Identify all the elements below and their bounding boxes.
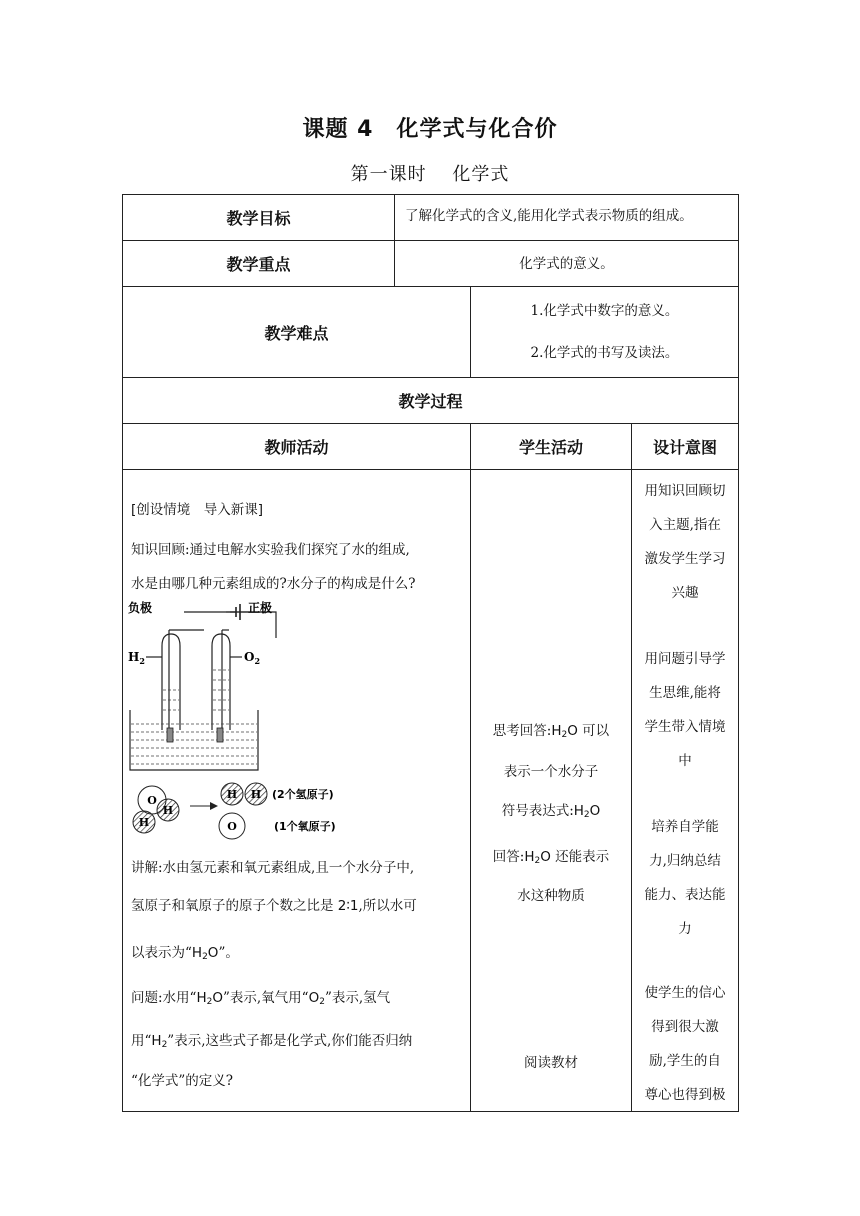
col-design-label: 设计意图 xyxy=(652,438,717,457)
student-activity-cell xyxy=(470,469,632,1112)
student-answer-5: 水这种物质 xyxy=(517,888,585,904)
difficulty-item-2: 2.化学式的书写及读法。 xyxy=(530,345,679,362)
svg-text:H: H xyxy=(162,804,174,817)
difficulty-text-cell xyxy=(470,286,739,378)
goal-label-cell xyxy=(122,194,395,241)
difficulty-label-cell xyxy=(122,286,471,378)
oxygen-atom-label: (1个氧原子) xyxy=(274,820,336,833)
goal-text-cell xyxy=(394,194,739,241)
design-intent-1: 用知识回顾切 入主题,指在 激发学生学习 兴趣 xyxy=(644,483,726,601)
student-answer-3: 符号表达式$:H_2O$ xyxy=(501,803,601,820)
svg-text:O2: $O_2$ xyxy=(244,650,261,666)
positive-electrode-label: 正极 xyxy=(248,601,273,615)
svg-text:H: H xyxy=(138,816,150,829)
page-title: 课题 4 化学式与化合价 xyxy=(302,117,558,142)
electrolysis-diagram xyxy=(126,600,356,780)
design-intent-3: 培养自学能 力,归纳总结 能力、表达能 力 xyxy=(644,819,726,937)
review-line-2: 水是由哪几种元素组成的?水分子的构成是什么? xyxy=(131,576,416,592)
water-molecule-diagram xyxy=(126,778,356,840)
goal-text: 了解化学式的含义,能用化学式表示物质的组成。 xyxy=(405,208,693,224)
hydrogen-atoms-label: (2个氢原子) xyxy=(272,788,334,801)
student-read-textbook: 阅读教材 xyxy=(524,1055,578,1071)
h2-label: H xyxy=(128,650,140,664)
col-student-label: 学生活动 xyxy=(518,438,583,457)
svg-text:H: H xyxy=(250,788,262,801)
svg-text:H2: $H_2$ xyxy=(128,650,145,666)
question-line-1: 问题:水用“$H_2O$”表示,氧气用“$O_2$”表示,氢气 xyxy=(131,990,391,1007)
col-student-header xyxy=(470,423,632,470)
col-teacher-label: 教师活动 xyxy=(264,438,329,457)
review-line-1: 知识回顾:通过电解水实验我们探究了水的组成, xyxy=(131,542,410,558)
explain-line-1: 讲解:水由氢元素和氧元素组成,且一个水分子中, xyxy=(131,860,415,876)
student-answer-2: 表示一个水分子 xyxy=(503,764,599,780)
question-line-3: “化学式”的定义? xyxy=(131,1073,234,1089)
svg-text:H: H xyxy=(226,788,238,801)
o2-label: O xyxy=(244,650,255,664)
svg-text:O: O xyxy=(227,820,237,833)
page-subtitle: 第一课时 化学式 xyxy=(350,164,510,185)
process-heading: 教学过程 xyxy=(398,392,463,411)
atom-ratio: 2∶1 xyxy=(337,898,359,914)
question-line-2: 用“$H_2$”表示,这些式子都是化学式,你们能否归纳 xyxy=(131,1033,413,1050)
goal-label: 教学目标 xyxy=(226,209,291,228)
col-design-header xyxy=(631,423,739,470)
difficulty-label: 教学难点 xyxy=(264,323,329,343)
design-intent-4: 使学生的信心 得到很大激 励,学生的自 尊心也得到极 xyxy=(644,985,726,1103)
design-intent-2: 用问题引导学 生思维,能将 学生带入情境 中 xyxy=(644,651,726,769)
process-heading-cell xyxy=(122,377,739,424)
molecule-o-atom: O xyxy=(147,794,157,807)
key-label-cell xyxy=(122,240,395,287)
key-label: 教学重点 xyxy=(226,255,291,274)
student-answer-1: 思考回答$:H_2O$ 可以 xyxy=(492,723,610,740)
key-text-cell xyxy=(394,240,739,287)
col-teacher-header xyxy=(122,423,471,470)
key-text: 化学式的意义。 xyxy=(519,256,614,272)
difficulty-item-1: 1.化学式中数字的意义。 xyxy=(530,303,679,319)
negative-electrode-label: 负极 xyxy=(128,601,153,615)
intro-section-heading: [创设情境 导入新课] xyxy=(131,502,264,518)
explain-line-3: 以表示为“$H_2O$”。 xyxy=(131,945,239,962)
explain-line-2: 氢原子和氧原子的原子个数之比是 2∶1,所以水可 xyxy=(131,898,417,914)
student-answer-4: 回答$:H_2O$ 还能表示 xyxy=(492,849,610,866)
